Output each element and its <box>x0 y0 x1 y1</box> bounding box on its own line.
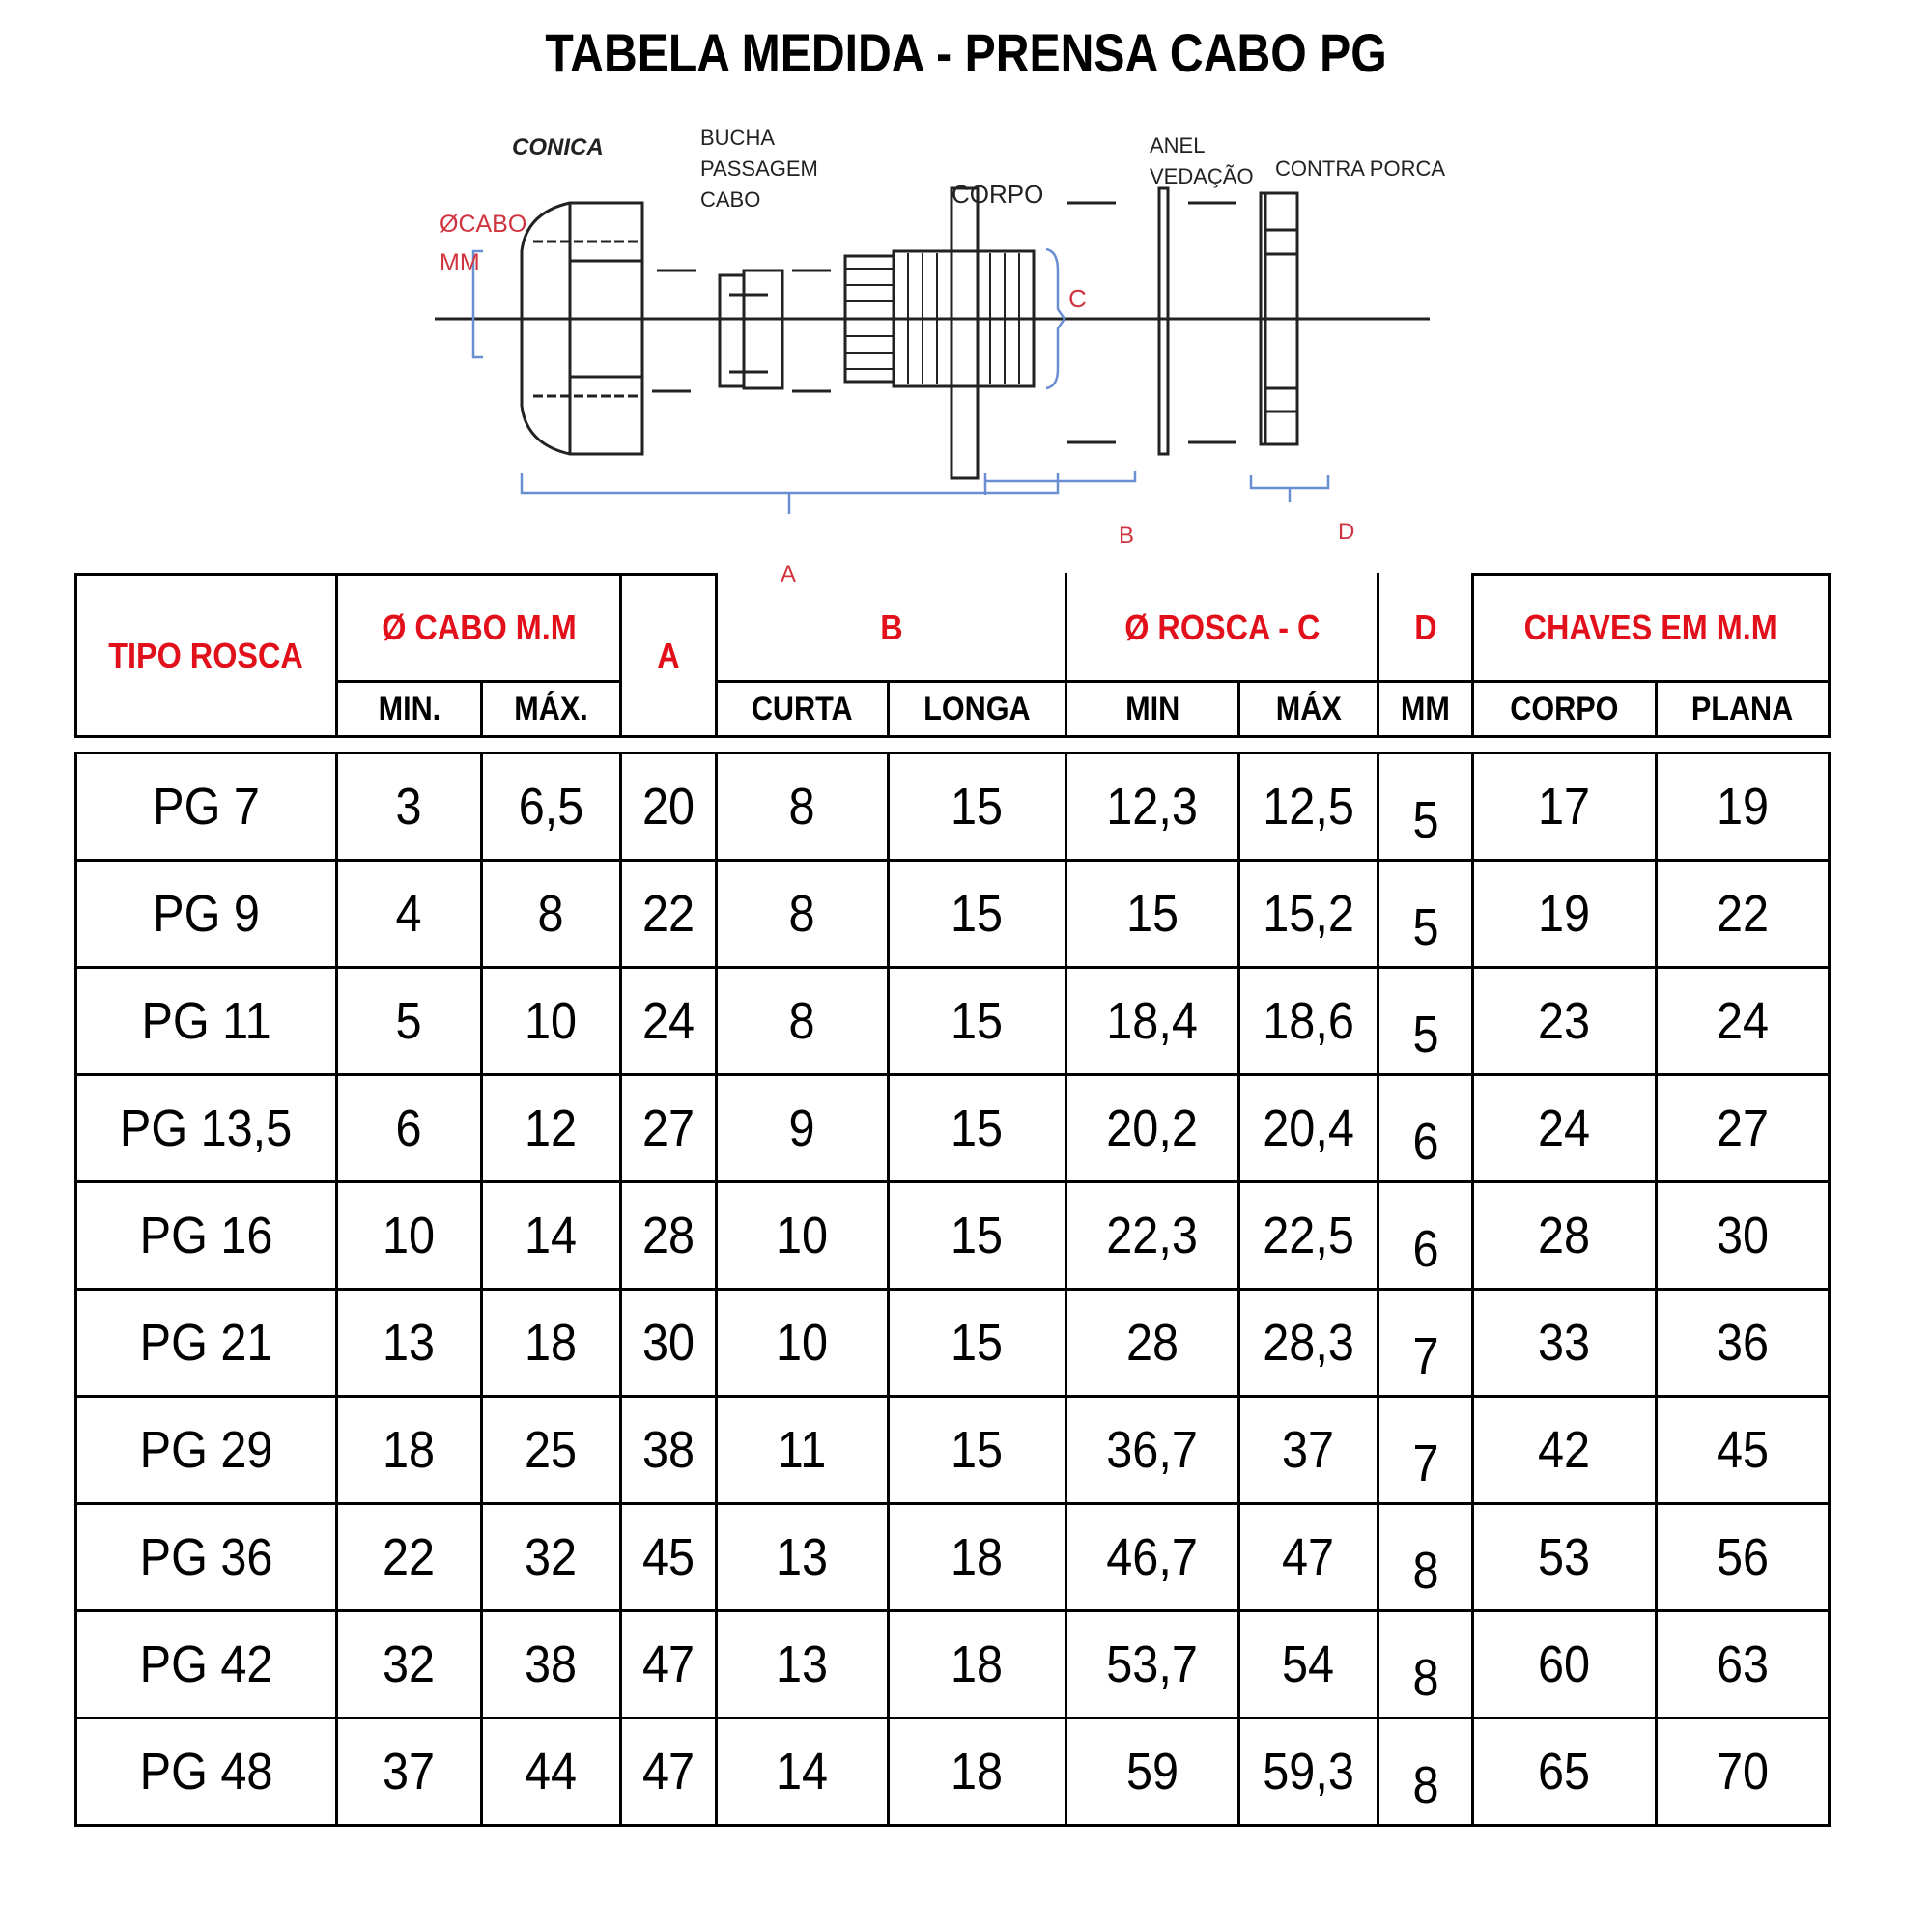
header-tipo-rosca: TIPO ROSCA <box>76 575 337 737</box>
cell-chave-plana: 30 <box>1657 1182 1830 1290</box>
anel-vedacao-drawing <box>1159 188 1168 454</box>
header-d: D <box>1378 575 1473 682</box>
cell-rosca-max: 28,3 <box>1239 1290 1378 1397</box>
table-row <box>76 968 1830 1075</box>
cell-b-longa: 15 <box>889 753 1066 861</box>
cell-b-curta: 8 <box>717 753 889 861</box>
label-bucha-3: CABO <box>700 187 761 212</box>
label-dim-a: A <box>781 561 797 587</box>
cell-cabo-max: 8 <box>482 861 621 968</box>
cell-cabo-max: 6,5 <box>482 753 621 861</box>
cell-d-mm: 6 <box>1378 1075 1473 1182</box>
cell-chave-corpo: 60 <box>1473 1611 1657 1719</box>
cell-b-curta: 13 <box>717 1611 889 1719</box>
label-dim-c: C <box>1068 284 1087 313</box>
cell-b-curta: 10 <box>717 1290 889 1397</box>
cell-rosca-min: 53,7 <box>1066 1611 1239 1719</box>
cell-rosca-min: 18,4 <box>1066 968 1239 1075</box>
cell-d-mm: 5 <box>1378 861 1473 968</box>
bucha-drawing <box>720 270 782 388</box>
cell-cabo-max: 14 <box>482 1182 621 1290</box>
cell-chave-plana: 22 <box>1657 861 1830 968</box>
cell-b-longa: 15 <box>889 1182 1066 1290</box>
cell-cabo-min: 10 <box>337 1182 482 1290</box>
cell-tipo-rosca: PG 21 <box>76 1290 337 1397</box>
cell-b-longa: 15 <box>889 1397 1066 1504</box>
cell-b-longa: 18 <box>889 1719 1066 1826</box>
header-cabo-max: MÁX. <box>482 682 621 737</box>
cell-b-longa: 18 <box>889 1504 1066 1611</box>
cell-rosca-max: 22,5 <box>1239 1182 1378 1290</box>
cell-rosca-max: 12,5 <box>1239 753 1378 861</box>
header-chaves-plana: PLANA <box>1657 682 1830 737</box>
cell-b-curta: 11 <box>717 1397 889 1504</box>
header-b-longa: LONGA <box>889 682 1066 737</box>
cell-b-curta: 13 <box>717 1504 889 1611</box>
cell-d-mm: 8 <box>1378 1504 1473 1611</box>
cell-b-longa: 15 <box>889 1075 1066 1182</box>
cell-b-curta: 10 <box>717 1182 889 1290</box>
label-dim-d: D <box>1338 519 1355 545</box>
cell-rosca-min: 20,2 <box>1066 1075 1239 1182</box>
table-row <box>76 1504 1830 1611</box>
cell-rosca-max: 54 <box>1239 1611 1378 1719</box>
cell-rosca-min: 28 <box>1066 1290 1239 1397</box>
header-rosca-c: Ø ROSCA - C <box>1066 575 1378 682</box>
cell-cabo-min: 4 <box>337 861 482 968</box>
label-anel-2: VEDAÇÃO <box>1150 164 1254 188</box>
cell-b-curta: 9 <box>717 1075 889 1182</box>
cell-chave-plana: 63 <box>1657 1611 1830 1719</box>
table-row <box>76 1397 1830 1504</box>
table-body <box>76 753 1830 1826</box>
cell-chave-corpo: 65 <box>1473 1719 1657 1826</box>
cell-chave-corpo: 53 <box>1473 1504 1657 1611</box>
dimension-brackets <box>473 249 1328 514</box>
cell-chave-plana: 19 <box>1657 753 1830 861</box>
cell-b-longa: 18 <box>889 1611 1066 1719</box>
header-cabo: Ø CABO M.M <box>337 575 621 682</box>
cell-chave-corpo: 42 <box>1473 1397 1657 1504</box>
header-d-mm: MM <box>1378 682 1473 737</box>
cell-d-mm: 7 <box>1378 1397 1473 1504</box>
cell-a: 27 <box>621 1075 717 1182</box>
label-contra-porca: CONTRA PORCA <box>1275 156 1446 181</box>
cable-gland-diagram <box>425 116 1526 589</box>
cell-a: 38 <box>621 1397 717 1504</box>
table-row <box>76 1290 1830 1397</box>
cell-b-longa: 15 <box>889 968 1066 1075</box>
cell-d-mm: 6 <box>1378 1182 1473 1290</box>
cell-chave-plana: 56 <box>1657 1504 1830 1611</box>
label-cabo-mm-2: MM <box>440 249 480 276</box>
cell-a: 47 <box>621 1611 717 1719</box>
cell-rosca-max: 20,4 <box>1239 1075 1378 1182</box>
table-row <box>76 1075 1830 1182</box>
cell-chave-plana: 27 <box>1657 1075 1830 1182</box>
conica-cap-drawing <box>522 203 642 454</box>
label-anel-1: ANEL <box>1150 133 1206 157</box>
assembly-arrows <box>652 203 1236 442</box>
cell-b-longa: 15 <box>889 861 1066 968</box>
label-conica: CONICA <box>512 134 604 160</box>
cell-b-curta: 8 <box>717 968 889 1075</box>
cell-cabo-min: 32 <box>337 1611 482 1719</box>
cell-rosca-max: 15,2 <box>1239 861 1378 968</box>
cell-chave-plana: 36 <box>1657 1290 1830 1397</box>
cell-chave-corpo: 33 <box>1473 1290 1657 1397</box>
header-b: B <box>717 575 1066 682</box>
cell-d-mm: 8 <box>1378 1719 1473 1826</box>
cell-b-curta: 14 <box>717 1719 889 1826</box>
header-chaves-corpo: CORPO <box>1473 682 1657 737</box>
cell-a: 20 <box>621 753 717 861</box>
corpo-drawing <box>845 188 1034 478</box>
cell-rosca-max: 47 <box>1239 1504 1378 1611</box>
cell-rosca-max: 59,3 <box>1239 1719 1378 1826</box>
cell-cabo-min: 18 <box>337 1397 482 1504</box>
cell-tipo-rosca: PG 42 <box>76 1611 337 1719</box>
cell-a: 28 <box>621 1182 717 1290</box>
table-row <box>76 1182 1830 1290</box>
label-corpo: CORPO <box>952 180 1044 209</box>
cell-tipo-rosca: PG 9 <box>76 861 337 968</box>
cell-cabo-max: 38 <box>482 1611 621 1719</box>
cell-cabo-min: 37 <box>337 1719 482 1826</box>
cell-tipo-rosca: PG 29 <box>76 1397 337 1504</box>
cell-cabo-max: 10 <box>482 968 621 1075</box>
cell-tipo-rosca: PG 36 <box>76 1504 337 1611</box>
label-bucha-2: PASSAGEM <box>700 156 818 181</box>
cell-chave-plana: 24 <box>1657 968 1830 1075</box>
table-row <box>76 1611 1830 1719</box>
cell-rosca-min: 22,3 <box>1066 1182 1239 1290</box>
cell-tipo-rosca: PG 48 <box>76 1719 337 1826</box>
label-cabo-mm-1: ØCABO <box>440 211 527 238</box>
cell-rosca-min: 12,3 <box>1066 753 1239 861</box>
page-title: TABELA MEDIDA - PRENSA CABO PG <box>545 22 1387 83</box>
cell-rosca-min: 59 <box>1066 1719 1239 1826</box>
cell-chave-corpo: 19 <box>1473 861 1657 968</box>
cell-chave-corpo: 28 <box>1473 1182 1657 1290</box>
header-a: A <box>621 575 717 737</box>
cell-chave-plana: 45 <box>1657 1397 1830 1504</box>
cell-cabo-max: 44 <box>482 1719 621 1826</box>
cell-cabo-max: 25 <box>482 1397 621 1504</box>
cell-tipo-rosca: PG 7 <box>76 753 337 861</box>
header-cabo-min: MIN. <box>337 682 482 737</box>
cell-cabo-max: 18 <box>482 1290 621 1397</box>
cell-cabo-min: 5 <box>337 968 482 1075</box>
cell-rosca-min: 36,7 <box>1066 1397 1239 1504</box>
cell-d-mm: 7 <box>1378 1290 1473 1397</box>
measurement-table <box>74 573 1828 1827</box>
cell-rosca-min: 46,7 <box>1066 1504 1239 1611</box>
cell-cabo-min: 3 <box>337 753 482 861</box>
cell-tipo-rosca: PG 11 <box>76 968 337 1075</box>
cell-chave-corpo: 17 <box>1473 753 1657 861</box>
cell-a: 30 <box>621 1290 717 1397</box>
cell-chave-plana: 70 <box>1657 1719 1830 1826</box>
header-row-sub <box>76 682 1830 737</box>
label-bucha-1: BUCHA <box>700 126 776 150</box>
cell-d-mm: 8 <box>1378 1611 1473 1719</box>
table-row <box>76 1719 1830 1826</box>
cell-chave-corpo: 23 <box>1473 968 1657 1075</box>
header-rosca-min: MIN <box>1066 682 1239 737</box>
cell-cabo-max: 12 <box>482 1075 621 1182</box>
header-gap <box>76 737 1830 753</box>
cell-d-mm: 5 <box>1378 753 1473 861</box>
cell-b-longa: 15 <box>889 1290 1066 1397</box>
header-chaves: CHAVES EM M.M <box>1473 575 1830 682</box>
cell-tipo-rosca: PG 13,5 <box>76 1075 337 1182</box>
cell-b-curta: 8 <box>717 861 889 968</box>
cell-rosca-max: 18,6 <box>1239 968 1378 1075</box>
cell-a: 47 <box>621 1719 717 1826</box>
header-rosca-max: MÁX <box>1239 682 1378 737</box>
cell-rosca-min: 15 <box>1066 861 1239 968</box>
table-row <box>76 753 1830 861</box>
cell-cabo-min: 13 <box>337 1290 482 1397</box>
table-row <box>76 861 1830 968</box>
cell-cabo-min: 6 <box>337 1075 482 1182</box>
cell-rosca-max: 37 <box>1239 1397 1378 1504</box>
cell-d-mm: 5 <box>1378 968 1473 1075</box>
cell-a: 22 <box>621 861 717 968</box>
cell-tipo-rosca: PG 16 <box>76 1182 337 1290</box>
cell-a: 45 <box>621 1504 717 1611</box>
cell-cabo-max: 32 <box>482 1504 621 1611</box>
cell-a: 24 <box>621 968 717 1075</box>
header-row-groups <box>76 575 1830 682</box>
label-dim-b: B <box>1119 523 1135 549</box>
cell-cabo-min: 22 <box>337 1504 482 1611</box>
cell-chave-corpo: 24 <box>1473 1075 1657 1182</box>
header-b-curta: CURTA <box>717 682 889 737</box>
